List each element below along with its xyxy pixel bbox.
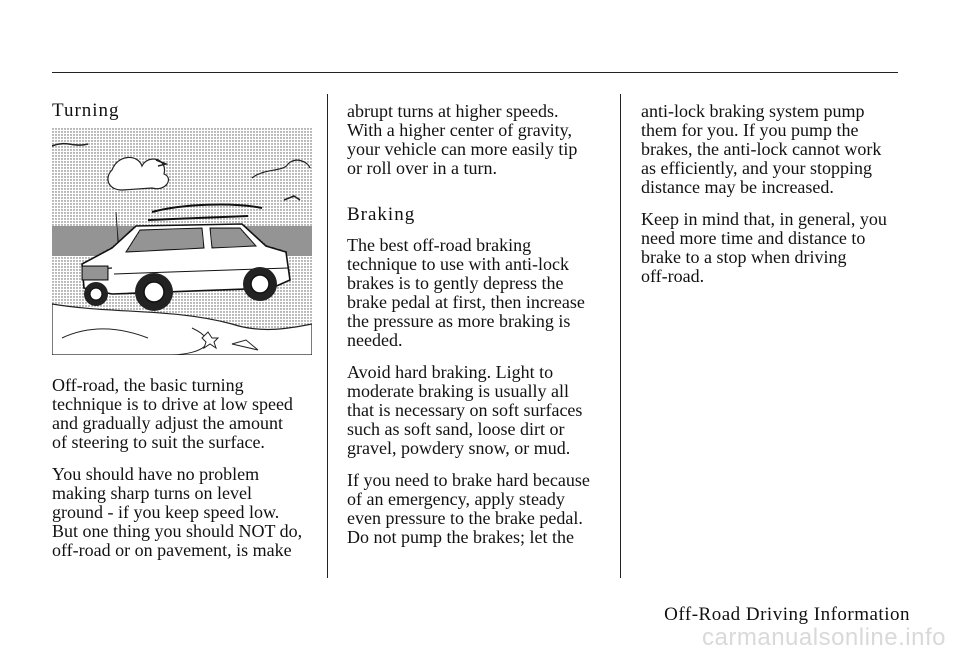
column-divider-2 — [620, 94, 621, 578]
watermark: carmanualsonline.info — [702, 624, 946, 651]
col2-paragraph-2: Avoid hard braking. Light to moderate braking is usually all that is necessary on soft surfaces such as soft sand, loose dirt or gravel, powdery snow, or mud. — [347, 362, 583, 458]
column-2-text — [347, 236, 609, 560]
column-3-text — [641, 102, 903, 299]
col2-paragraph-3: If you need to brake hard because of an emergency, apply steady even pressure to the brake pedal. Do not pump the brakes; let the — [347, 470, 590, 547]
col2-paragraph-1: The best off-road braking technique to use with anti-lock brakes is to gently depress the brake pedal at first, then increase the pressure as more braking is needed. — [347, 235, 585, 350]
col1-paragraph-2: You should have no problem making sharp turns on level ground - if you keep speed low. But one thing you should NOT do, off-road or on pavement, is make — [52, 464, 303, 560]
column-2-text-top — [347, 102, 609, 191]
suv-off-road-illustration — [52, 128, 312, 355]
page-footer-section-title: Off-Road Driving Information — [664, 604, 910, 625]
col2-intro: abrupt turns at higher speeds. With a higher center of gravity, your vehicle can more easily tip or roll over in a turn. — [347, 101, 578, 178]
col1-paragraph-1: Off-road, the basic turning technique is to drive at low speed and gradually adjust the amount of steering to suit the surface. — [52, 375, 293, 452]
column-1-text — [52, 376, 314, 573]
col3-paragraph-1: anti-lock braking system pump them for you. If you pump the brakes, the anti-lock cannot work as efficiently, and your stopping distance may be increased. — [641, 101, 882, 197]
turning-heading: Turning — [52, 100, 120, 121]
col3-paragraph-2: Keep in mind that, in general, you need more time and distance to brake to a stop when driving off-road. — [641, 209, 887, 286]
braking-heading: Braking — [347, 204, 416, 225]
column-divider-1 — [327, 94, 328, 578]
top-rule — [52, 72, 898, 73]
